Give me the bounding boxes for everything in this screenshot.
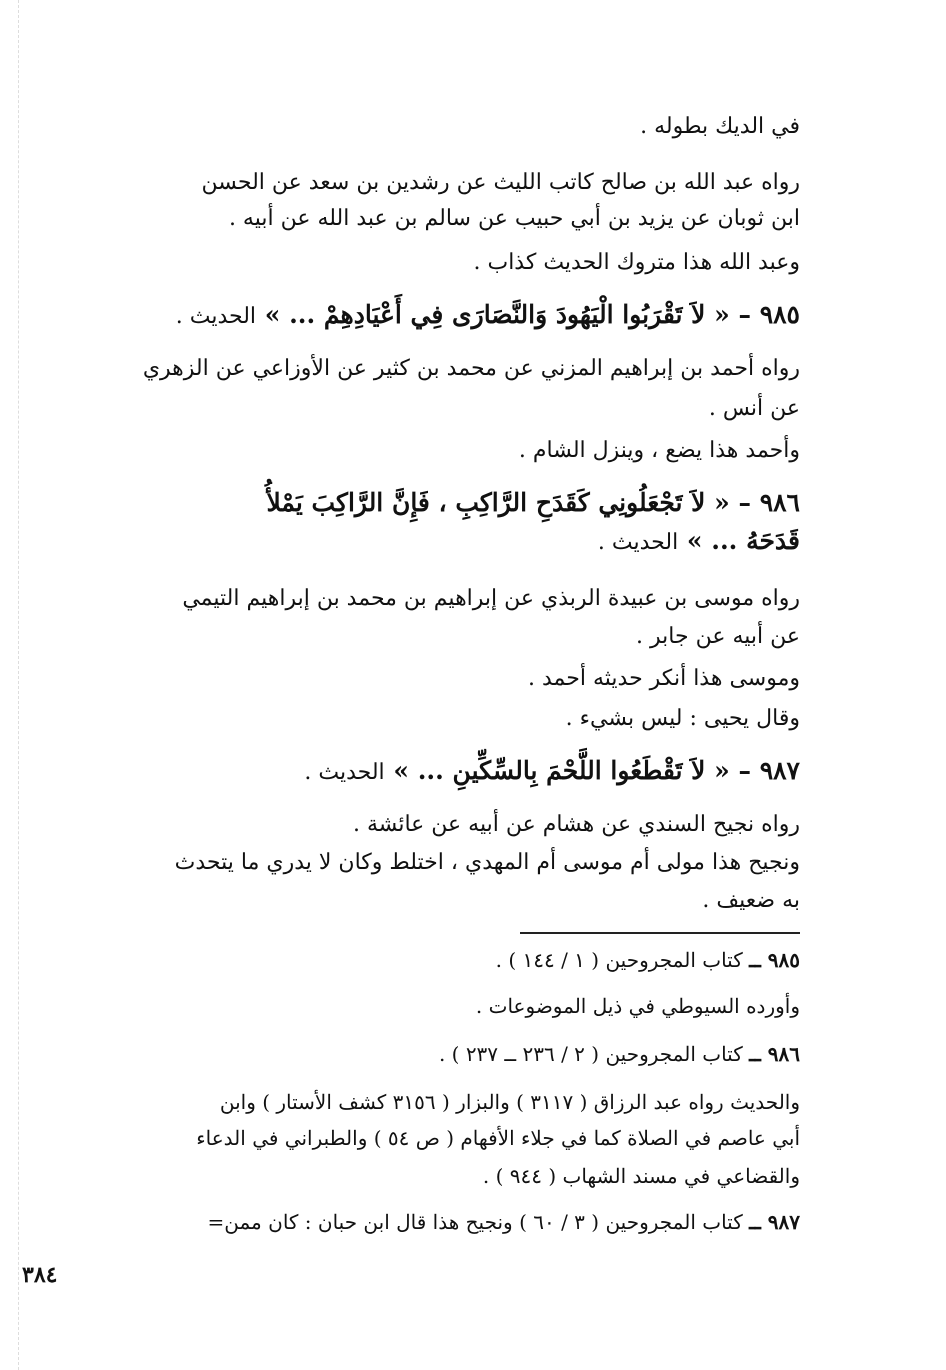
body-line: في الديك بطوله . <box>640 114 800 139</box>
body-line: به ضعيف . <box>702 888 800 913</box>
hadith-heading-986 <box>266 488 800 518</box>
footnote-text: كتاب المجروحين ( ٢ / ٢٣٦ ــ ٢٣٧ ) . <box>438 1042 743 1066</box>
hadith-tail: الحديث . <box>175 304 257 329</box>
footnote-line: أبي عاصم في الصلاة كما في جلاء الأفهام ( ص ٥٤ ) والطبراني في الدعاء <box>196 1126 800 1150</box>
hadith-number: ٩٨٦ – <box>738 488 800 517</box>
hadith-text: قَدَحَهُ ... » <box>686 526 800 555</box>
hadith-text: « لاَ تَجْعَلُونِي كَقَدَحِ الرَّاكِبِ ، فَإِنَّ الرَّاكِبَ يَمْلأُ <box>266 488 730 517</box>
hadith-heading-987 <box>304 756 800 788</box>
scan-margin-line <box>18 0 19 1370</box>
body-line: عن أنس . <box>708 396 800 421</box>
footnote-number: ٩٨٧ ــ <box>749 1210 800 1234</box>
footnote-line: وأورده السيوطي في ذيل الموضوعات . <box>475 994 800 1018</box>
footnote-987 <box>208 1208 800 1236</box>
body-line: ابن ثوبان عن يزيد بن أبي حبيب عن سالم بن عبد الله عن أبيه . <box>228 206 800 231</box>
footnote-985 <box>496 946 800 974</box>
hadith-number: ٩٨٥ – <box>738 300 800 329</box>
page-number: ٣٨٤ <box>22 1262 58 1288</box>
body-line: وموسى هذا أنكر حديثه أحمد . <box>528 666 800 691</box>
footnote-line: والقضاعي في مسند الشهاب ( ٩٤٤ ) . <box>482 1164 800 1188</box>
footnote-number: ٩٨٦ ــ <box>749 1042 800 1066</box>
body-line: عن أبيه عن جابر . <box>636 624 800 649</box>
footnote-986 <box>439 1040 800 1068</box>
body-line: وعبد الله هذا متروك الحديث كذاب . <box>473 250 800 275</box>
hadith-heading-985 <box>176 300 800 332</box>
body-line: وقال يحيى : ليس بشيء . <box>565 706 800 731</box>
hadith-text: « لاَ تَقْرَبُوا الْيَهُودَ وَالنَّصَارَى فِي أَعْيَادِهِمْ ... » <box>264 300 730 329</box>
footnote-line: والحديث رواه عبد الرزاق ( ٣١١٧ ) والبزار ( ٣١٥٦ كشف الأستار ) وابن <box>219 1090 800 1114</box>
hadith-tail: الحديث . <box>597 530 679 555</box>
body-line: ونجيح هذا مولى أم موسى أم المهدي ، اختلط وكان لا يدري ما يتحدث <box>174 850 800 875</box>
hadith-tail: الحديث . <box>304 760 385 785</box>
body-line: وأحمد هذا يضع ، وينزل الشام . <box>518 438 800 463</box>
body-line: رواه نجيح السندي عن هشام عن أبيه عن عائشة . <box>352 812 800 837</box>
hadith-heading-986-cont <box>598 526 800 558</box>
hadith-number: ٩٨٧ – <box>738 756 800 785</box>
footnote-separator <box>520 932 800 934</box>
body-line: رواه عبد الله بن صالح كاتب الليث عن رشدين بن سعد عن الحسن <box>201 170 800 195</box>
hadith-text: « لاَ تَقْطَعُوا اللَّحْمَ بِالسِّكِّينِ ... » <box>393 756 730 785</box>
footnote-text: كتاب المجروحين ( ١ / ١٤٤ ) . <box>495 948 743 972</box>
footnote-text: كتاب المجروحين ( ٣ / ٦٠ ) ونجيح هذا قال ابن حبان : كان ممن= <box>207 1210 743 1234</box>
body-line: رواه أحمد بن إبراهيم المزني عن محمد بن كثير عن الأوزاعي عن الزهري <box>142 356 800 381</box>
footnote-number: ٩٨٥ ــ <box>749 948 800 972</box>
body-line: رواه موسى بن عبيدة الربذي عن إبراهيم بن محمد بن إبراهيم التيمي <box>182 586 800 611</box>
